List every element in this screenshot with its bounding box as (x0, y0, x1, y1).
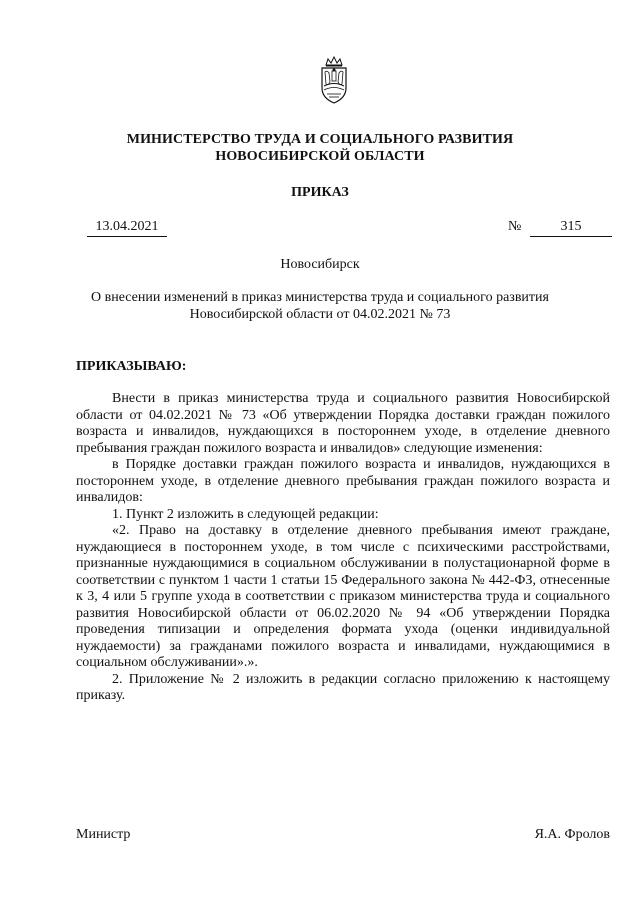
document-date: 13.04.2021 (87, 218, 167, 237)
document-number: 315 (530, 218, 612, 237)
body-paragraph: 2. Приложение № 2 изложить в редакции согласно приложению к настоящему приказу. (76, 671, 610, 703)
ministry-title (60, 131, 580, 165)
body-paragraph: в Порядке доставки граждан пожилого возраста и инвалидов, нуждающихся в постороннем уходе, в отделение дневного пребывания граждан пожилого возраста и инвалидов: (76, 457, 610, 505)
subject-line1: О внесении изменений в приказ министерства труда и социального развития (91, 290, 549, 305)
document-city: Новосибирск (280, 257, 360, 272)
document-subject (60, 289, 580, 323)
number-sign: № (508, 219, 522, 234)
ministry-title-line1: МИНИСТЕРСТВО ТРУДА И СОЦИАЛЬНОГО РАЗВИТИЯ (126, 132, 514, 147)
signature-name: Я.А. Фролов (534, 827, 610, 842)
subject-line2: Новосибирской области от 04.02.2021 № 73 (189, 307, 451, 322)
signature-role: Министр (76, 827, 131, 842)
ministry-title-line2: НОВОСИБИРСКОЙ ОБЛАСТИ (215, 149, 425, 164)
body-paragraph: Внести в приказ министерства труда и социального развития Новосибирской области от 04.02.2021 № 73 «Об утверждении Порядка доставки граждан пожилого возраста и инвалидов, нуждающихся в постороннем уходе, в отделение дневного пребывания граждан пожилого возраста и инвалидов» следующие изменения: (76, 391, 610, 456)
document-body (76, 391, 610, 705)
document-type: ПРИКАЗ (291, 185, 349, 200)
order-word: ПРИКАЗЫВАЮ: (76, 359, 187, 374)
body-paragraph: «2. Право на доставку в отделение дневного пребывания имеют граждане, нуждающиеся в постороннем уходе, в том числе с психическими расстройствами, признанные нуждающимися в социальном обслуживании в полустационарной форме в соответствии с пунктом 1 части 1 статьи 15 Федерального закона № 442-ФЗ, отнесенные к 3, 4 или 5 группе ухода в соответствии с приказом министерства труда и социального развития Новосибирской области от 06.02.2020 № 94 «Об утверждении Порядка проведения типизации и определения формата ухода (оценки индивидуальной нуждаемости) за гражданами пожилого возраста и инвалидами, нуждающимися в социальном обслуживании».». (76, 523, 610, 670)
coat-of-arms-icon (316, 56, 352, 106)
body-paragraph: 1. Пункт 2 изложить в следующей редакции: (112, 506, 379, 522)
